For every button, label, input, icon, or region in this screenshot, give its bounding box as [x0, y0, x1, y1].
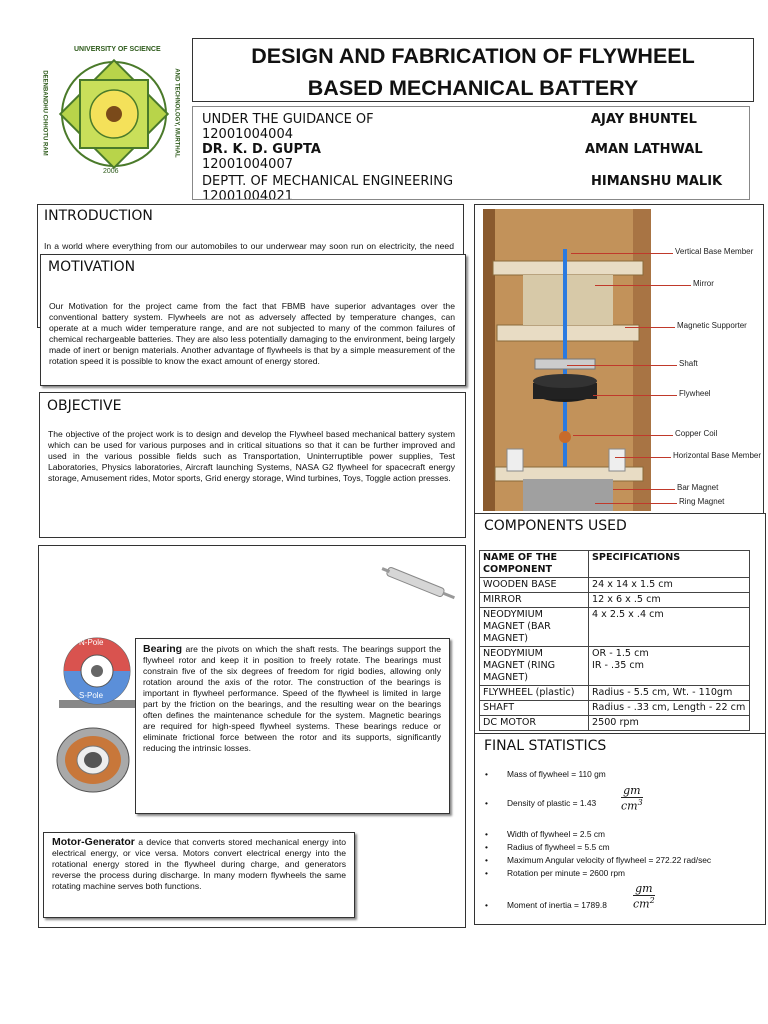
- motor-title: Motor-Generator: [52, 836, 135, 848]
- stat-text: Moment of inertia = 1789.8: [507, 900, 607, 910]
- components-section: [474, 513, 766, 738]
- stat-text: Rotation per minute = 2600 rpm: [507, 868, 626, 878]
- stat-text: Maximum Angular velocity of flywheel = 272.22 rad/sec: [507, 855, 712, 865]
- logo-left-text: DEENBANDHU CHHOTU RAM: [41, 70, 48, 156]
- table-cell: SHAFT: [480, 701, 589, 716]
- table-cell: OR - 1.5 cm IR - .35 cm: [589, 647, 750, 686]
- introduction-text: In a world where everything from our automobiles to our underwear may soon run on electricity, the need: [44, 241, 454, 251]
- motor-textbox: [43, 832, 355, 918]
- table-row: [480, 608, 750, 647]
- density-unit: [621, 784, 643, 813]
- table-row: [480, 593, 750, 608]
- table-row: [480, 716, 750, 731]
- components-heading: COMPONENTS USED: [484, 518, 627, 534]
- bearing-text: are the pivots on which the shaft rests. The bearings support the flywheel rotor and keep it in position to freely rotate. The bearings must constrain five of the six degrees of freedom for rigid bodies, allowing only rotation around the axis of the rotor. The construction of the bearings is important in flywheel performance. Speed of the flywheel is limited in large part by the friction on the bearings, and the resulting wear on the bearings often defines the maintenance schedule for the system. Magnetic bearings are required for high-speed flywheel systems. These bearings reduce or eliminate frictional force between the rotor and its supports, significantly reducing the intrinsic losses.: [143, 644, 441, 753]
- unit-exponent: 3: [637, 798, 643, 807]
- guidance-line: 12001004021: [202, 189, 293, 200]
- table-cell: Radius - .33 cm, Length - 22 cm: [589, 701, 750, 716]
- unit-denominator: cm: [633, 897, 650, 911]
- table-row: [480, 578, 750, 593]
- title-line-1: DESIGN AND FABRICATION OF FLYWHEEL: [251, 44, 695, 68]
- student-name: AMAN LATHWAL: [585, 142, 703, 157]
- table-cell: NEODYMIUM MAGNET (BAR MAGNET): [480, 608, 589, 647]
- objective-section: [39, 392, 466, 538]
- stat-text: Mass of flywheel = 110 gm: [507, 769, 606, 779]
- final-statistics-section: [474, 733, 766, 925]
- s-pole-label: S-Pole: [79, 691, 104, 700]
- prototype-photo: [483, 209, 651, 511]
- photo-label: Horizontal Base Member: [673, 451, 762, 460]
- stat-text: Width of flywheel = 2.5 cm: [507, 829, 605, 839]
- photo-label: Flywheel: [679, 389, 711, 398]
- stat-item: • Rotation per minute = 2600 rpm: [485, 868, 626, 878]
- components-table: [479, 550, 750, 731]
- stat-item: • Moment of inertia = 1789.8: [485, 900, 607, 910]
- table-cell: MIRROR: [480, 593, 589, 608]
- bearing-motor-panel: [38, 545, 466, 928]
- student-name: AJAY BHUNTEL: [591, 112, 697, 127]
- inertia-unit: [633, 882, 655, 911]
- stat-item: • Width of flywheel = 2.5 cm: [485, 829, 605, 839]
- stat-item: • Radius of flywheel = 5.5 cm: [485, 842, 610, 852]
- title-line-2: BASED MECHANICAL BATTERY: [307, 76, 639, 100]
- stat-text: Density of plastic = 1.43: [507, 798, 597, 808]
- logo-year: 2006: [103, 168, 119, 175]
- motivation-text: Our Motivation for the project came from the fact that FBMB have superior advantages over the conventional battery system. Flywheels are not as adversely affected by temperature changes, can operate at a much wider temperature range, and are not subjected to many of the common failures of chemical rechargeable batteries. They are also less potentially damaging to the environment, being largely made of inert or benign materials. Another advantage of flywheels is that by a simple measurement of the rotation speed it is possible to know the exact amount of energy stored.: [49, 301, 455, 366]
- unit-exponent: 2: [649, 896, 655, 905]
- table-header: NAME OF THE COMPONENT: [480, 551, 589, 578]
- poster-title: [192, 38, 754, 102]
- table-cell: DC MOTOR: [480, 716, 589, 731]
- guidance-line: UNDER THE GUIDANCE OF: [202, 112, 374, 127]
- bearing-title: Bearing: [143, 643, 183, 655]
- table-cell: FLYWHEEL (plastic): [480, 686, 589, 701]
- photo-label: Vertical Base Member: [675, 247, 754, 256]
- table-header-row: [480, 551, 750, 578]
- photo-label: Copper Coil: [675, 429, 718, 438]
- unit-denominator: cm: [621, 799, 638, 813]
- guidance-block: [192, 106, 750, 200]
- table-cell: 4 x 2.5 x .4 cm: [589, 608, 750, 647]
- motivation-heading: MOTIVATION: [48, 259, 136, 275]
- table-cell: 24 x 14 x 1.5 cm: [589, 578, 750, 593]
- unit-numerator: gm: [621, 784, 643, 798]
- stat-text: Radius of flywheel = 5.5 cm: [507, 842, 610, 852]
- n-pole-label: N-Pole: [79, 638, 104, 647]
- introduction-heading: INTRODUCTION: [44, 208, 153, 224]
- objective-text: The objective of the project work is to design and develop the Flywheel based mechanical battery system which can be used for various purposes and in critical situations so that it can be further improved and used in the various possible fields such as Transportation, Uninterruptible power supplies, Test Laboratories, Physics laboratories, Aircraft launching Systems, NASA G2 flywheel for spacecraft energy storage, Amusement rides, Motor sports, Grid energy storage, Wind turbines, Toys, Toggle action presses.: [48, 429, 455, 483]
- shaft-image: [379, 566, 459, 602]
- table-row: [480, 701, 750, 716]
- table-header: SPECIFICATIONS: [589, 551, 750, 578]
- ball-bearing-image: [51, 724, 135, 796]
- photo-label: Shaft: [679, 359, 698, 368]
- table-row: [480, 647, 750, 686]
- department: DEPTT. OF MECHANICAL ENGINEERING: [202, 174, 454, 189]
- photo-label: Mirror: [693, 279, 714, 288]
- guidance-line: 12001004007: [202, 157, 293, 172]
- photo-label: Bar Magnet: [677, 483, 719, 492]
- photo-label: Magnetic Supporter: [677, 321, 747, 330]
- prototype-photo-panel: [474, 204, 764, 514]
- stat-item: • Mass of flywheel = 110 gm: [485, 769, 606, 779]
- stat-item: • Density of plastic = 1.43: [485, 798, 597, 808]
- motor-text: a device that converts stored mechanical energy into electrical energy, or vice versa. Motors convert electrical energy into the rotational energy stored in the flywheel during charge, and generators reverse the process during discharge. In many modern flywheels the same rotating machine serves both functions.: [52, 837, 346, 891]
- photo-label: Ring Magnet: [679, 497, 725, 506]
- guide-name: DR. K. D. GUPTA: [202, 142, 321, 157]
- table-cell: Radius - 5.5 cm, Wt. - 110gm: [589, 686, 750, 701]
- objective-heading: OBJECTIVE: [47, 398, 122, 414]
- student-name: HIMANSHU MALIK: [591, 174, 723, 189]
- table-cell: 12 x 6 x .5 cm: [589, 593, 750, 608]
- unit-numerator: gm: [633, 882, 655, 896]
- logo-top-text: UNIVERSITY OF SCIENCE: [74, 46, 161, 53]
- table-cell: 2500 rpm: [589, 716, 750, 731]
- table-cell: NEODYMIUM MAGNET (RING MAGNET): [480, 647, 589, 686]
- university-logo: [40, 40, 188, 185]
- statistics-heading: FINAL STATISTICS: [484, 738, 607, 754]
- motivation-section: [40, 254, 466, 386]
- bearing-textbox: [135, 638, 450, 814]
- guidance-line: 12001004004: [202, 127, 293, 142]
- table-row: [480, 686, 750, 701]
- stat-item: • Maximum Angular velocity of flywheel = 272.22 rad/sec: [485, 855, 712, 865]
- table-cell: WOODEN BASE: [480, 578, 589, 593]
- logo-right-text: AND TECHNOLOGY, MURTHAL: [173, 68, 180, 158]
